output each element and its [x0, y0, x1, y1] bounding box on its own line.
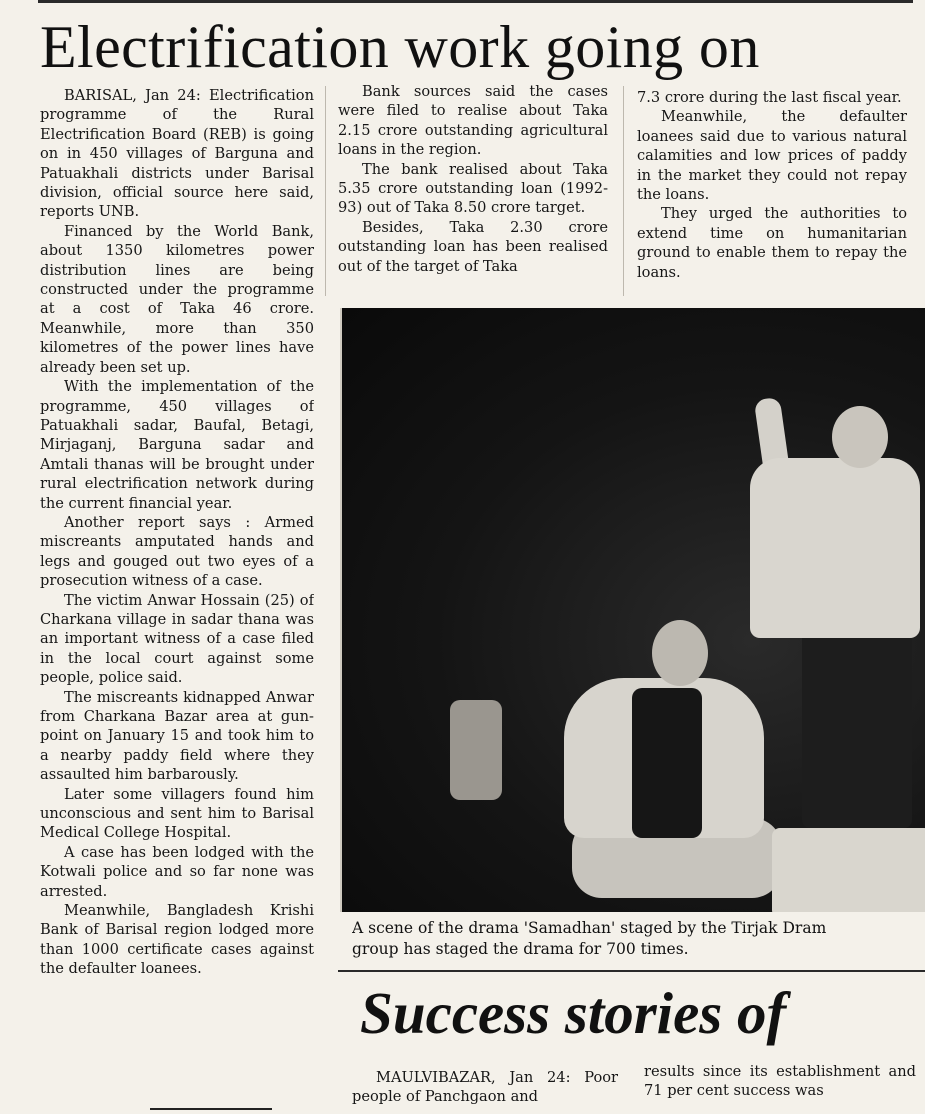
- photo-caption: [352, 918, 925, 962]
- paragraph: The bank realised about Taka 5.35 crore outstanding loan (1992-93) out of Taka 8.50 crore target.: [338, 160, 608, 217]
- caption-line: A scene of the drama 'Samadhan' staged by the Tirjak Dram: [352, 919, 827, 937]
- paragraph: results since its establishment and 71 per cent success was: [644, 1063, 916, 1100]
- section-divider: [338, 970, 925, 972]
- top-rule: [38, 0, 913, 3]
- article1-column-1: [40, 86, 314, 1114]
- paragraph: A case has been lodged with the Kotwali police and so far none was arrested.: [40, 843, 314, 900]
- column-divider: [623, 86, 624, 296]
- photo-figure-standing-head: [832, 406, 888, 468]
- headline-success-stories: Success stories of: [360, 980, 787, 1046]
- paragraph: They urged the authorities to extend time on humanitarian ground to enable them to repay the loans.: [637, 205, 907, 281]
- article2-column-1: [352, 1068, 618, 1114]
- paragraph: The victim Anwar Hossain (25) of Charkana village in sadar thana was an important witness of a case filed in the local court against some people, police said.: [40, 591, 314, 687]
- drama-photo: [340, 308, 925, 912]
- photo-figure-standing-legs: [802, 628, 912, 828]
- photo-stage-prop: [772, 828, 925, 912]
- paragraph: Meanwhile, Bangladesh Krishi Bank of Barisal region lodged more than 1000 certificate cases against the defaulter loanees.: [40, 902, 314, 978]
- caption-line: group has staged the drama for 700 times.: [352, 940, 689, 958]
- headline-electrification: Electrification work going on: [40, 14, 760, 80]
- paragraph: Later some villagers found him unconscious and sent him to Barisal Medical College Hospital.: [40, 785, 314, 842]
- paragraph: Bank sources said the cases were filed to realise about Taka 2.15 crore outstanding agricultural loans in the region.: [338, 83, 608, 159]
- article1-column-2: [338, 82, 608, 294]
- paragraph: With the implementation of the programme, 450 villages of Patuakhali sadar, Baufal, Betagi, Mirjaganj, Barguna sadar and Amtali thanas will be brought under rural electrification network during the current financial year.: [40, 378, 314, 512]
- paragraph: Meanwhile, the defaulter loanees said due to various natural calamities and low prices of paddy in the market they could not repay the loans.: [637, 108, 907, 204]
- photo-figure-seated-vest: [632, 688, 702, 838]
- photo-figure-standing-body: [750, 458, 920, 638]
- article1-column-3: [637, 88, 907, 296]
- column-divider: [325, 86, 326, 296]
- photo-figure-seated-head: [652, 620, 708, 686]
- paragraph: Another report says : Armed miscreants amputated hands and legs and gouged out two eyes of a prosecution witness of a case.: [40, 513, 314, 590]
- paragraph: Financed by the World Bank, about 1350 kilometres power distribution lines are being constructed under the programme at a cost of Taka 46 crore. Meanwhile, more than 350 kilometres of the power lines have already been set up.: [40, 222, 314, 376]
- paragraph: MAULVIBAZAR, Jan 24: Poor people of Panchgaon and: [352, 1069, 618, 1106]
- paragraph: Besides, Taka 2.30 crore outstanding loan has been realised out of the target of Taka: [338, 218, 608, 275]
- paragraph: 7.3 crore during the last fiscal year.: [637, 89, 902, 106]
- photo-figure-background: [450, 700, 502, 800]
- column-end-rule: [150, 1108, 272, 1110]
- paragraph: The miscreants kidnapped Anwar from Charkana Bazar area at gun-point on January 15 and took him to a nearby paddy field where they assaulted him barbarously.: [40, 688, 314, 784]
- article2-column-2: [644, 1062, 916, 1114]
- paragraph: BARISAL, Jan 24: Electrification programme of the Rural Electrification Board (REB) is going on in 450 villages of Barguna and Patuakhali districts under Barisal division, official source here said, reports UNB.: [40, 87, 314, 221]
